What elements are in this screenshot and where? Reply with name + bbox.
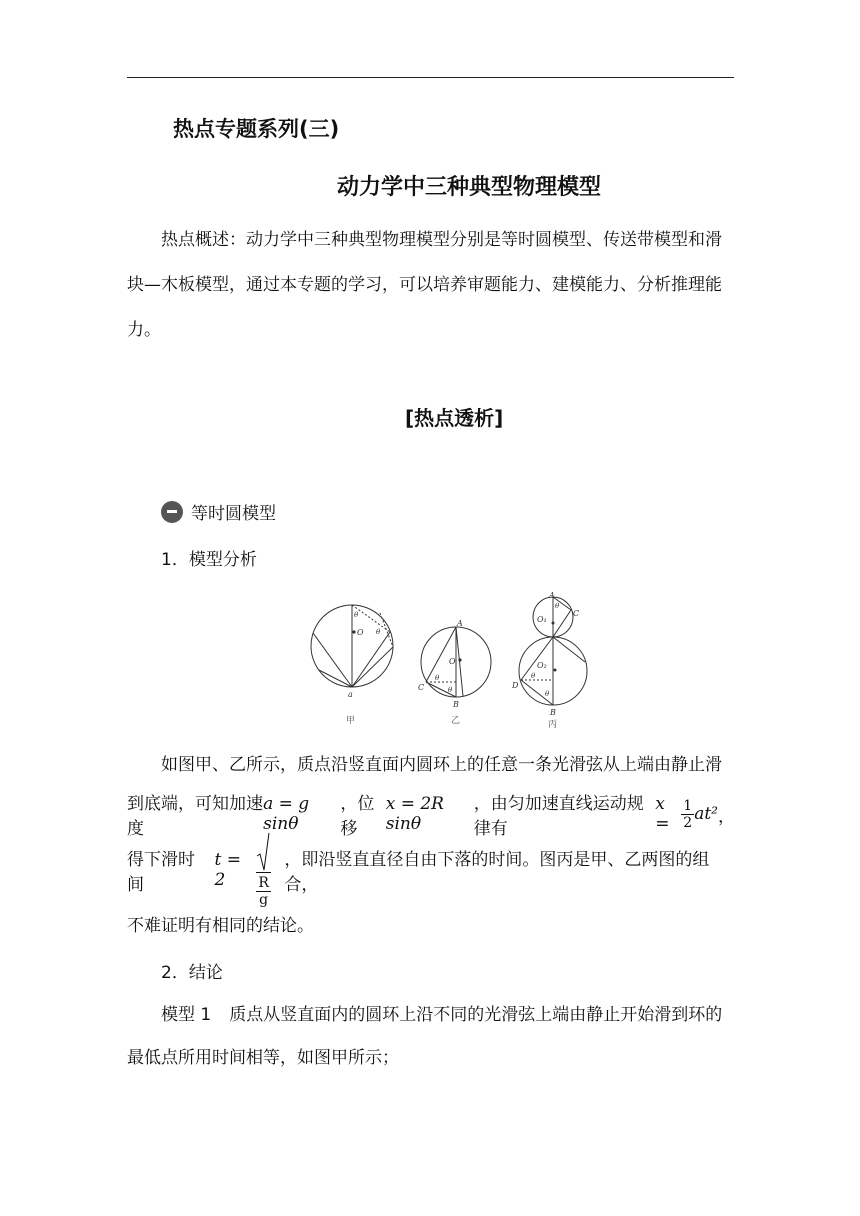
figure-bing: [511, 591, 587, 730]
overview-paragraph: [127, 218, 735, 353]
topic-heading: [161, 499, 276, 524]
label-a: a: [348, 690, 353, 699]
label-A-yi: A: [457, 619, 463, 628]
caption-bing: 丙: [548, 720, 558, 730]
svg-text:B: B: [550, 708, 556, 717]
number-one-badge-icon: [161, 501, 183, 523]
svg-text:θ: θ: [531, 672, 536, 680]
topic-label: 等时圆模型: [191, 504, 276, 524]
page-title: 动力学中三种典型物理模型: [337, 175, 602, 200]
figure-jia: [311, 605, 393, 726]
analysis-heading: 1．模型分析: [161, 550, 257, 570]
body-line-2: 到底端，可知加速度 a = g sinθ ，位移 x = 2R sinθ ，由匀加速直线运动规律有 x = $\frac{1}{2}$ at² ，: [127, 794, 735, 839]
label-O1: O₁: [537, 615, 547, 624]
svg-text:θ: θ: [435, 674, 440, 682]
fraction-half: $\frac{1}{2}$: [683, 797, 693, 831]
svg-text:θ: θ: [448, 686, 453, 694]
body-line-1: 如图甲、乙所示，质点沿竖直面内圆环上的任意一条光滑弦从上端由静止滑: [161, 754, 722, 775]
model1-line-1: 模型 1 质点从竖直面内的圆环上沿不同的光滑弦上端由静止开始滑到环的: [127, 987, 735, 1037]
label-O-jia: O: [357, 628, 364, 637]
model1-line-2: 最低点所用时间相等，如图甲所示；: [127, 1047, 399, 1068]
overview-text: 热点概述：动力学中三种典型物理模型分别是等时圆模型、传送带模型和滑块—木板模型，通过本专题的学习，可以培养审题能力、建模能力、分析推理能力。: [127, 230, 722, 340]
conclusion-heading: 2．结论: [161, 963, 223, 983]
formula-acceleration: a = g sinθ: [263, 794, 310, 834]
svg-text:B: B: [453, 700, 459, 709]
svg-text:D: D: [512, 681, 519, 690]
svg-text:A: A: [549, 591, 555, 600]
section-title: [热点透析]: [405, 406, 504, 430]
svg-text:C: C: [573, 609, 580, 618]
header-rule: [127, 77, 734, 78]
svg-text:θ: θ: [354, 611, 359, 619]
caption-jia: 甲: [346, 716, 356, 726]
body-line-4: 不难证明有相同的结论。: [127, 915, 314, 936]
svg-text:O: O: [449, 657, 456, 666]
body-line-3: 得下滑时间 t = 2 $\frac{R}{g}$ ，即沿竖直直径自由下落的时间。图丙是甲、乙两图的组合，: [127, 845, 735, 895]
svg-text:θ: θ: [376, 628, 381, 636]
label-O2: O₂: [537, 661, 547, 670]
formula-displacement: x = 2R sinθ: [385, 794, 444, 834]
series-title: 热点专题系列(三): [173, 117, 340, 141]
equal-time-circle-figure: [305, 590, 595, 735]
formula-time: t = 2: [214, 850, 241, 890]
sqrt-r-over-g: $\frac{R}{g}$: [256, 832, 284, 908]
caption-yi: 乙: [451, 716, 461, 726]
model1-label: 模型 1: [161, 1004, 212, 1025]
svg-text:C: C: [418, 683, 425, 692]
figure-yi: [418, 619, 491, 726]
svg-text:θ: θ: [545, 690, 550, 698]
radical-sign-icon: [256, 832, 270, 872]
svg-text:θ: θ: [555, 602, 560, 610]
